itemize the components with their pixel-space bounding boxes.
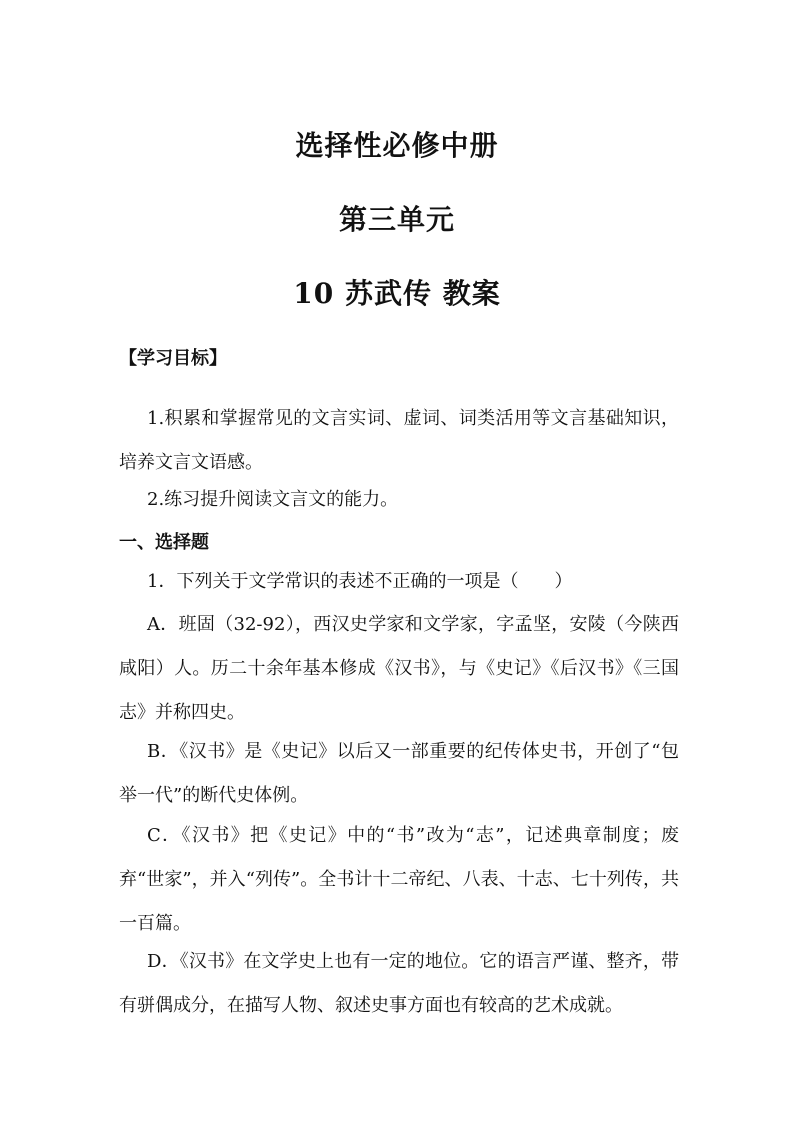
option-c: C．《汉书》把《史记》中的“书”改为“志”，记述典章制度；废弃“世家”，并入“列传”。全书计十二帝纪、八表、十志、七十列传，共一百篇。 (119, 825, 679, 934)
objective-item-1: 1.积累和掌握常见的文言实词、虚词、词类活用等文言基础知识，培养文言文语感。 (119, 408, 679, 473)
option-d: D．《汉书》在文学史上也有一定的地位。它的语言严谨、整齐，带有骈偶成分，在描写人物、叙述史事方面也有较高的艺术成就。 (119, 951, 679, 1016)
section-heading-choice: 一、选择题 (119, 532, 209, 553)
title-unit: 第三单元 (338, 203, 455, 236)
title-lesson: 10 苏武传 教案 (293, 277, 501, 310)
objectives-heading: 【学习目标】 (119, 348, 227, 369)
question-stem: 1．下列关于文学常识的表述不正确的一项是（ ） (147, 571, 573, 592)
title-textbook: 选择性必修中册 (295, 129, 499, 162)
option-b: B．《汉书》是《史记》以后又一部重要的纪传体史书，开创了“包举一代”的断代史体例。 (119, 741, 679, 806)
objective-item-2: 2.练习提升阅读文言文的能力。 (147, 489, 399, 510)
option-a: A．班固（32-92），西汉史学家和文学家，字孟坚，安陵（今陕西咸阳）人。历二十余年基本修成《汉书》，与《史记》《后汉书》《三国志》并称四史。 (119, 614, 679, 723)
